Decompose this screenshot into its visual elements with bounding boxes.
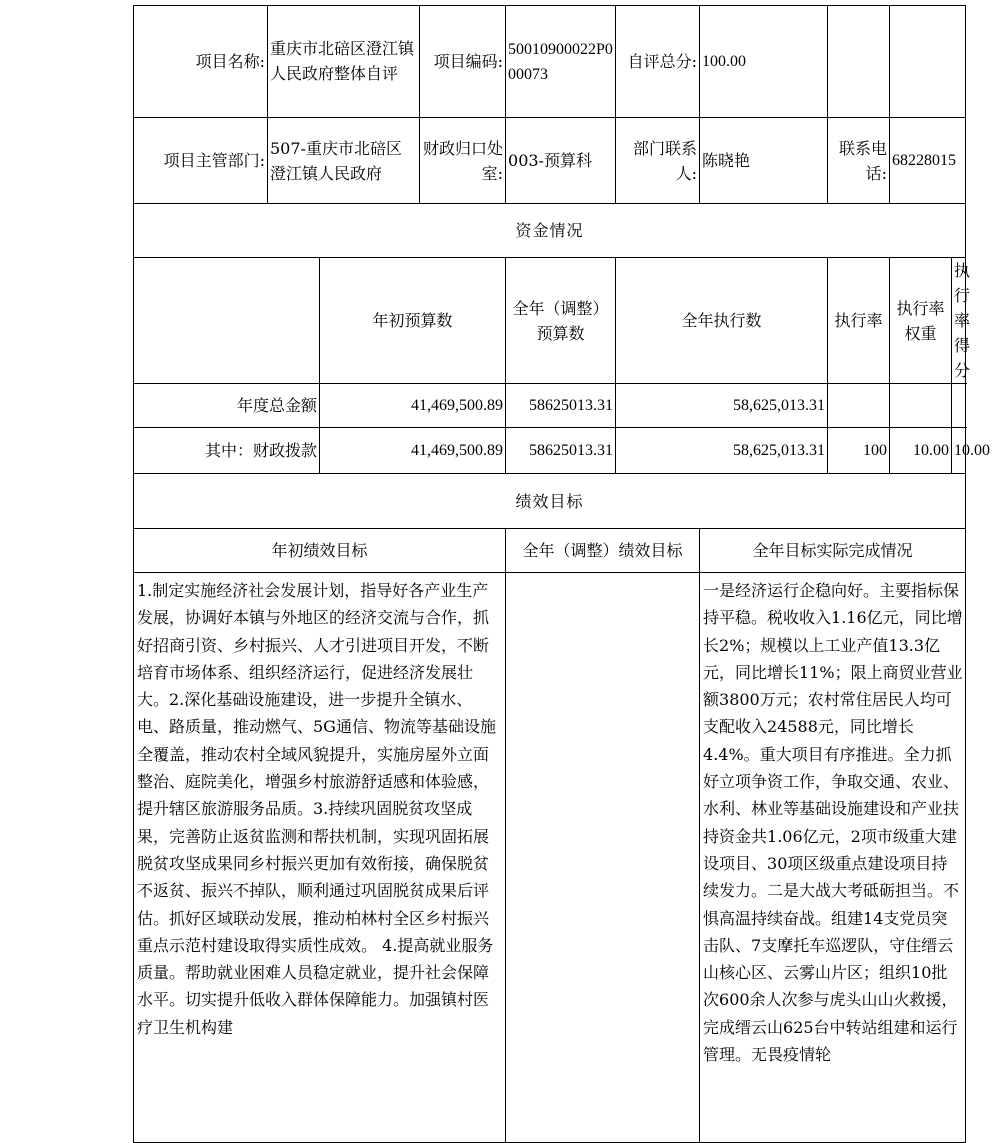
goals-col-initial: 年初绩效目标 — [134, 529, 506, 573]
project-name-label: 项目名称: — [134, 6, 268, 118]
funds-row-adjusted: 58625013.31 — [506, 384, 616, 428]
self-evaluation-form — [133, 5, 991, 1143]
funds-row-rate — [828, 384, 890, 428]
contact-person-value: 陈晓艳 — [700, 118, 828, 204]
table-row — [134, 384, 966, 428]
goals-initial-text: 1.制定实施经济社会发展计划，指导好各产业生产发展，协调好本镇与外地区的经济交流与合作，抓好招商引资、乡村振兴、人才引进项目开发，不断培育市场体系、组织经济运行，促进经济发展壮大。2.深化基础设施建设，进一步提升全镇水、电、路质量，推动燃气、5G通信、物流等基础设施全覆盖，推动农村全域风貌提升，实施房屋外立面整治、庭院美化，增强乡村旅游舒适感和体验感，提升辖区旅游服务品质。3.持续巩固脱贫攻坚成果，完善防止返贫监测和帮扶机制，实现巩固拓展脱贫攻坚成果同乡村振兴更加有效衔接，确保脱贫不返贫、振兴不掉队，顺利通过巩固脱贫成果后评估。抓好区域联动发展，推动柏林村全区乡村振兴重点示范村建设取得实质性成效。 4.提高就业服务质量。帮助就业困难人员稳定就业，提升社会保障水平。切实提升低收入群体保障能力。加强镇村医疗卫生机构建 — [134, 573, 506, 1143]
goals-body-row — [134, 573, 966, 1143]
funds-row-executed: 58,625,013.31 — [616, 428, 828, 474]
funds-row-executed: 58,625,013.31 — [616, 384, 828, 428]
project-code-value: 50010900022P000073 — [506, 6, 616, 118]
funds-row-weight — [890, 384, 952, 428]
goals-col-actual: 全年目标实际完成情况 — [700, 529, 966, 573]
funds-col-executed: 全年执行数 — [616, 258, 828, 384]
funds-section-header — [134, 204, 966, 258]
funds-row-rate: 100 — [828, 428, 890, 474]
funds-row-adjusted: 58625013.31 — [506, 428, 616, 474]
empty-cell — [134, 258, 320, 384]
finance-office-label: 财政归口处室: — [420, 118, 506, 204]
empty-cell — [828, 6, 890, 118]
goals-section-title: 绩效目标 — [134, 474, 966, 529]
funds-col-rate: 执行率 — [828, 258, 890, 384]
finance-office-value: 003-预算科 — [506, 118, 616, 204]
funds-row-score — [952, 384, 966, 428]
funds-column-header-row — [134, 258, 966, 384]
score-value: 100.00 — [700, 6, 828, 118]
empty-cell — [890, 6, 966, 118]
phone-label: 联系电话: — [828, 118, 890, 204]
project-name-value: 重庆市北碚区澄江镇人民政府整体自评 — [268, 6, 420, 118]
goals-col-adjusted: 全年（调整）绩效目标 — [506, 529, 700, 573]
department-info-row — [134, 118, 966, 204]
funds-row-initial: 41,469,500.89 — [320, 428, 506, 474]
funds-section-title: 资金情况 — [134, 204, 966, 258]
score-label: 自评总分: — [616, 6, 700, 118]
funds-col-score: 执行率得分 — [952, 258, 966, 384]
funds-col-adjusted: 全年（调整）预算数 — [506, 258, 616, 384]
table-row — [134, 428, 966, 474]
goals-actual-text: 一是经济运行企稳向好。主要指标保持平稳。税收收入1.16亿元，同比增长2%；规模以上工业产值13.3亿元，同比增长11%；限上商贸业营业额3800万元；农村常住居民人均可支配收入24588元，同比增长4.4%。重大项目有序推进。全力抓好立项争资工作，争取交通、农业、水利、林业等基础设施建设和产业扶持资金共1.06亿元，2项市级重大建设项目、30项区级重点建设项目持续发力。二是大战大考砥砺担当。不惧高温持续奋战。组建14支党员突击队、7支摩托车巡逻队，守住缙云山核心区、云雾山片区；组织10批次600余人次参与虎头山山火救援，完成缙云山625台中转站组建和运行管理。无畏疫情轮 — [700, 573, 966, 1143]
funds-row-label: 年度总金额 — [134, 384, 320, 428]
project-code-label: 项目编码: — [420, 6, 506, 118]
department-value: 507-重庆市北碚区澄江镇人民政府 — [268, 118, 420, 204]
contact-person-label: 部门联系人: — [616, 118, 700, 204]
project-info-row — [134, 6, 966, 118]
funds-row-score: 10.00 — [952, 428, 966, 474]
phone-value: 68228015 — [890, 118, 966, 204]
funds-row-initial: 41,469,500.89 — [320, 384, 506, 428]
goals-adjusted-text — [506, 573, 700, 1143]
funds-row-label: 其中：财政拨款 — [134, 428, 320, 474]
funds-col-weight: 执行率权重 — [890, 258, 952, 384]
goals-section-header — [134, 474, 966, 529]
department-label: 项目主管部门: — [134, 118, 268, 204]
goals-column-header-row — [134, 529, 966, 573]
funds-row-weight: 10.00 — [890, 428, 952, 474]
funds-col-initial: 年初预算数 — [320, 258, 506, 384]
